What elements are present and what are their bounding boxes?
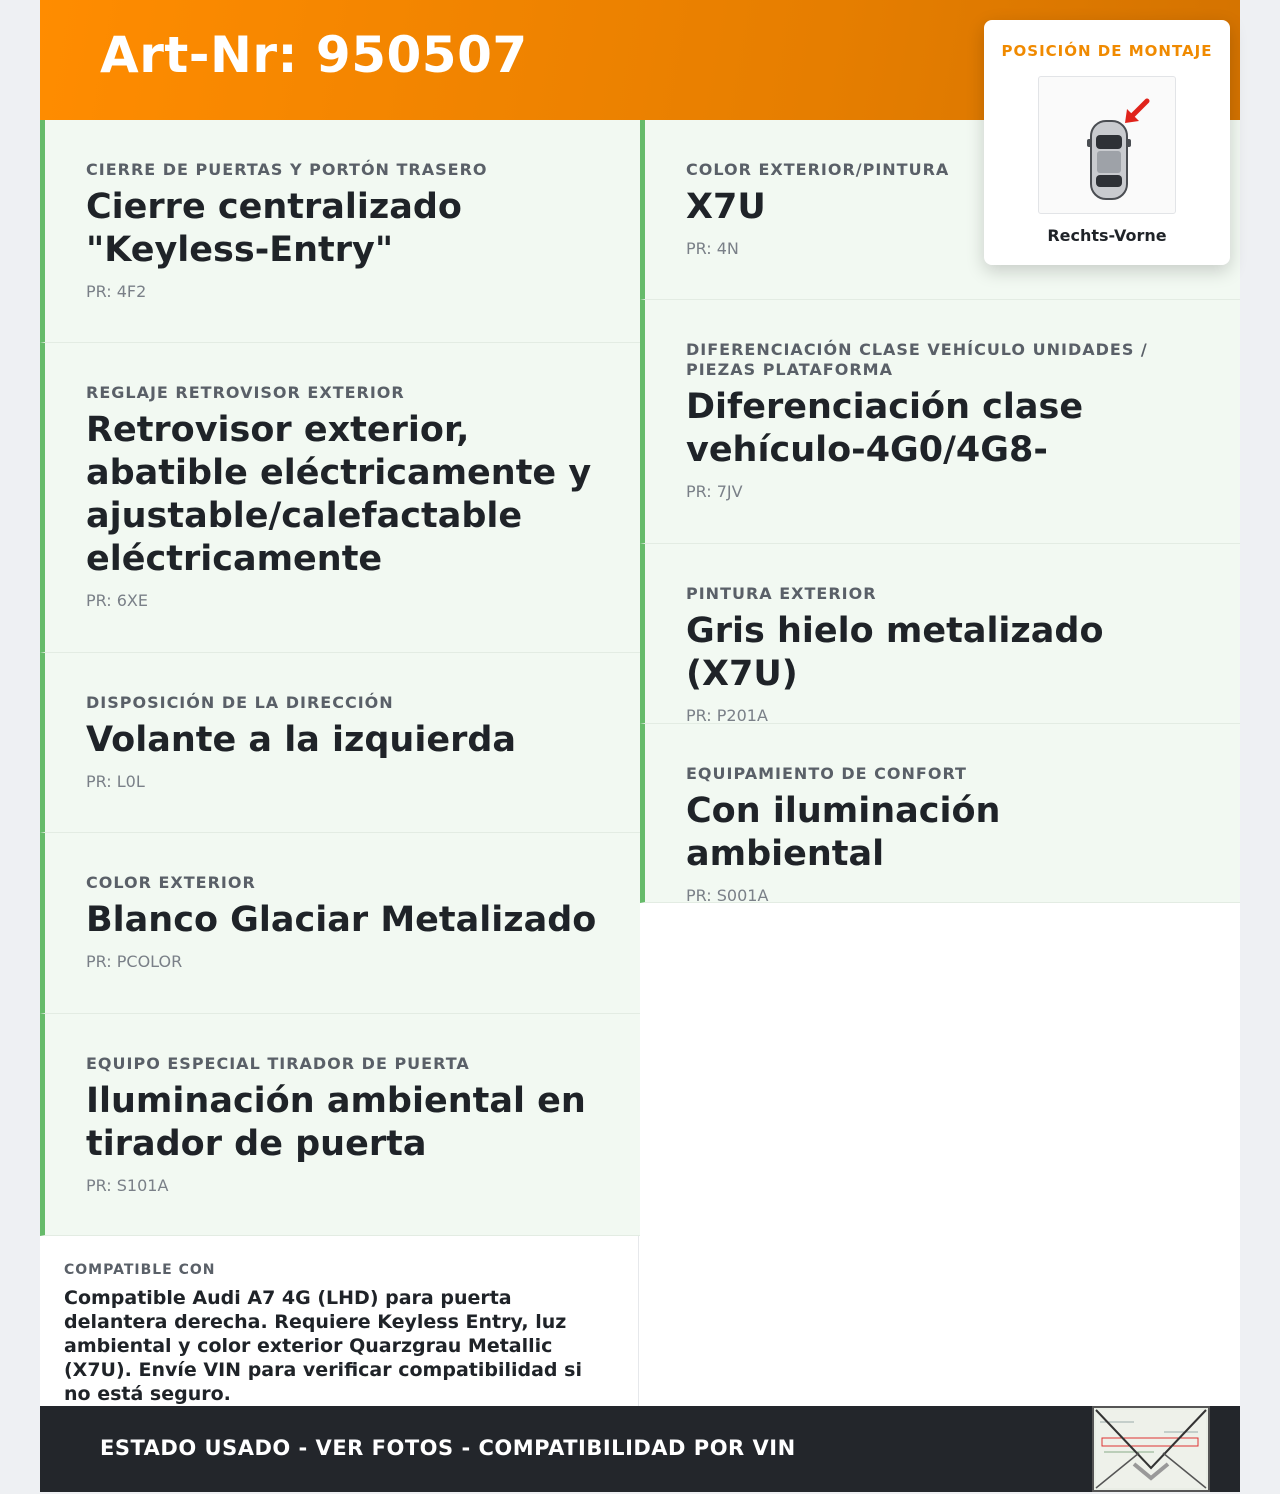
document-envelope-thumbnail-icon [1092,1406,1210,1492]
spec-value: Retrovisor exterior, abatible eléctricamente y ajustable/calefactable eléctricamente [86,410,592,579]
spec-pr-code: PR: PCOLOR [86,952,183,971]
spec-value: Con iluminación ambiental [686,791,1001,874]
spec-pr-code: PR: 6XE [86,591,148,610]
footer-status-text: ESTADO USADO - VER FOTOS - COMPATIBILIDAD POR VIN [100,1436,796,1460]
spec-label: EQUIPO ESPECIAL TIRADOR DE PUERTA [86,1054,470,1073]
spec-card-door-locking [40,120,640,343]
spec-pr-code: PR: L0L [86,772,145,791]
spec-label: COLOR EXTERIOR [86,873,256,892]
spec-pr-code: PR: P201A [686,706,768,724]
spec-card-comfort [640,724,1240,903]
spec-pr-code: PR: S001A [686,886,769,903]
spec-card-exterior-paint [640,544,1240,724]
spec-value: Gris hielo metalizado (X7U) [686,611,1104,694]
spec-value: Blanco Glaciar Metalizado [86,900,597,940]
footer-bar [40,1406,1240,1492]
spec-pr-code: PR: 4N [686,239,739,258]
spec-pr-code: PR: 4F2 [86,282,147,301]
spec-card-steering [40,653,640,833]
compatibility-section [40,1236,639,1406]
spec-card-door-handle [40,1014,640,1236]
spec-label: CIERRE DE PUERTAS Y PORTÓN TRASERO [86,160,488,179]
compatibility-label: COMPATIBLE CON [64,1262,216,1278]
spec-pr-code: PR: S101A [86,1176,169,1195]
spec-card-mirror-adjust [40,343,640,653]
compatibility-text: Compatible Audi A7 4G (LHD) para puerta delantera derecha. Requiere Keyless Entry, luz ambiental y color exterior Quarzgrau Metallic (X7U). Envíe VIN para verificar compatibilidad si no está seguro. [64,1287,582,1405]
spec-label: DISPOSICIÓN DE LA DIRECCIÓN [86,693,394,712]
spec-card-vehicle-class [640,300,1240,544]
left-column [40,120,640,1236]
spec-label: REGLAJE RETROVISOR EXTERIOR [86,383,405,402]
spec-value: Iluminación ambiental en tirador de puerta [86,1081,586,1164]
spec-value: Cierre centralizado "Keyless-Entry" [86,187,462,270]
spec-label: PINTURA EXTERIOR [686,584,877,603]
spec-value: Volante a la izquierda [86,720,517,760]
spec-value: Diferenciación clase vehículo-4G0/4G8- [686,387,1084,470]
car-top-view-with-arrow-icon [1038,76,1176,214]
mounting-position-value: Rechts-Vorne [1047,226,1167,245]
mounting-position-card [984,20,1230,265]
spec-label: EQUIPAMIENTO DE CONFORT [686,764,967,783]
article-number-title: Art-Nr: 950507 [100,26,528,84]
spec-card-exterior-color [40,833,640,1014]
spec-sheet [40,0,1240,1492]
mounting-position-title: POSICIÓN DE MONTAJE [1001,42,1213,60]
spec-label: DIFERENCIACIÓN CLASE VEHÍCULO UNIDADES / PIEZAS PLATAFORMA [686,340,1148,379]
spec-pr-code: PR: 7JV [686,482,743,501]
spec-label: COLOR EXTERIOR/PINTURA [686,160,950,179]
spec-value: X7U [686,187,766,227]
